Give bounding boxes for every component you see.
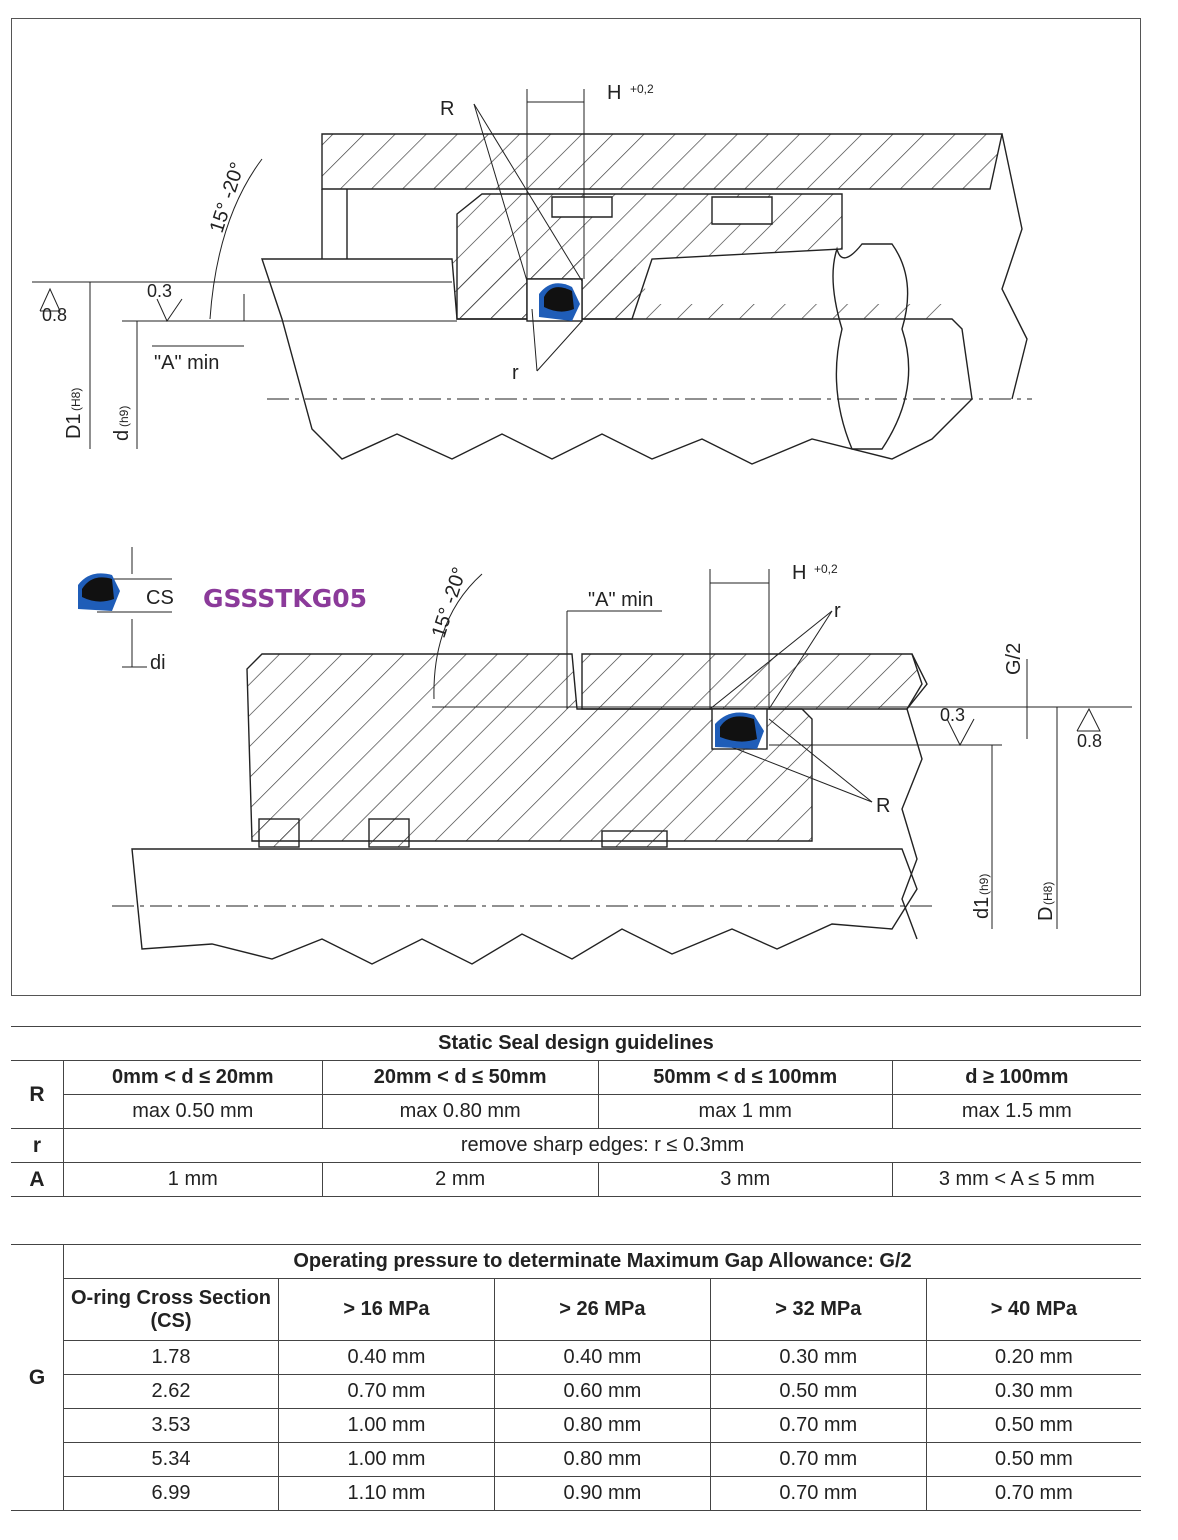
gap-value: 0.50 mm — [926, 1409, 1141, 1443]
gap-value: 0.60 mm — [494, 1375, 710, 1409]
gap-value: 0.20 mm — [926, 1341, 1141, 1375]
cs-value: 3.53 — [64, 1409, 279, 1443]
svg-text:(h9): (h9) — [117, 405, 131, 427]
gap-value: 0.80 mm — [494, 1409, 710, 1443]
svg-text:H: H — [607, 82, 622, 104]
top-section — [32, 89, 1032, 464]
gap-value: 0.30 mm — [926, 1375, 1141, 1409]
gap-value: 0.70 mm — [279, 1375, 495, 1409]
R-value: max 0.80 mm — [322, 1095, 598, 1129]
r-value: remove sharp edges: r ≤ 0.3mm — [64, 1129, 1142, 1163]
gap-value: 0.70 mm — [926, 1477, 1141, 1511]
bottom-ring-3 — [602, 831, 667, 847]
row-label-A: A — [11, 1163, 64, 1197]
range-header: 20mm < d ≤ 50mm — [322, 1061, 598, 1095]
top-housing — [322, 134, 1002, 189]
technical-drawing — [11, 18, 1141, 996]
svg-text:15° -20°: 15° -20° — [427, 564, 472, 641]
svg-text:d1: d1 — [971, 896, 993, 919]
svg-text:r: r — [834, 600, 841, 622]
range-header: 0mm < d ≤ 20mm — [64, 1061, 323, 1095]
gap-value: 0.40 mm — [279, 1341, 495, 1375]
svg-text:d: d — [111, 429, 133, 441]
svg-text:0.8: 0.8 — [1077, 731, 1103, 751]
svg-text:(H8): (H8) — [1041, 881, 1055, 905]
gap-value: 1.00 mm — [279, 1409, 495, 1443]
cs-value: 2.62 — [64, 1375, 279, 1409]
svg-text:r: r — [512, 362, 519, 384]
gap-value: 1.10 mm — [279, 1477, 495, 1511]
svg-text:0.8: 0.8 — [42, 305, 68, 325]
static-seal-title: Static Seal design guidelines — [11, 1027, 1141, 1061]
svg-text:15° -20°: 15° -20° — [205, 159, 250, 236]
svg-text:R: R — [440, 98, 455, 120]
gap-value: 0.70 mm — [710, 1477, 926, 1511]
top-backup — [712, 197, 772, 224]
pressure-header: > 16 MPa — [279, 1279, 495, 1341]
static-seal-table — [11, 1026, 1141, 1197]
A-value: 3 mm — [598, 1163, 892, 1197]
table-row — [11, 1375, 1141, 1409]
gap-value: 0.90 mm — [494, 1477, 710, 1511]
svg-text:"A" min: "A" min — [588, 589, 654, 611]
gap-title: Operating pressure to determinate Maximum Gap Allowance: G/2 — [64, 1245, 1142, 1279]
A-value: 1 mm — [64, 1163, 323, 1197]
table-row — [11, 1341, 1141, 1375]
table-row — [11, 1409, 1141, 1443]
svg-text:+0,2: +0,2 — [814, 562, 838, 576]
gap-value: 0.40 mm — [494, 1341, 710, 1375]
row-label-r: r — [11, 1129, 64, 1163]
cs-value: 1.78 — [64, 1341, 279, 1375]
table-row — [11, 1477, 1141, 1511]
svg-text:0.3: 0.3 — [940, 705, 966, 725]
top-right-element — [833, 244, 909, 449]
bottom-ring-2 — [369, 819, 409, 847]
svg-text:0.3: 0.3 — [147, 281, 173, 301]
A-value: 3 mm < A ≤ 5 mm — [892, 1163, 1141, 1197]
svg-text:GSSSTKG05: GSSSTKG05 — [203, 584, 368, 613]
svg-text:G/2: G/2 — [1003, 642, 1025, 675]
drawing-svg — [12, 19, 1142, 997]
svg-text:di: di — [150, 652, 166, 674]
pressure-header: > 26 MPa — [494, 1279, 710, 1341]
bottom-housing — [582, 654, 922, 709]
svg-text:"A" min: "A" min — [154, 352, 220, 374]
cs-value: 5.34 — [64, 1443, 279, 1477]
R-value: max 1 mm — [598, 1095, 892, 1129]
svg-text:D1: D1 — [63, 413, 85, 439]
row-label-R: R — [11, 1061, 64, 1129]
R-value: max 1.5 mm — [892, 1095, 1141, 1129]
R-value: max 0.50 mm — [64, 1095, 323, 1129]
pressure-header: > 40 MPa — [926, 1279, 1141, 1341]
cs-header: O-ring Cross Section (CS) — [64, 1279, 279, 1341]
top-housing-break — [1002, 134, 1027, 399]
svg-text:R: R — [876, 795, 891, 817]
table-row — [11, 1443, 1141, 1477]
legend-oring — [78, 573, 120, 611]
pressure-header: > 32 MPa — [710, 1279, 926, 1341]
bottom-ring-1 — [259, 819, 299, 847]
svg-text:+0,2: +0,2 — [630, 82, 654, 96]
range-header: d ≥ 100mm — [892, 1061, 1141, 1095]
gap-value: 0.50 mm — [710, 1375, 926, 1409]
gap-value: 0.70 mm — [710, 1443, 926, 1477]
gap-value: 0.50 mm — [926, 1443, 1141, 1477]
A-value: 2 mm — [322, 1163, 598, 1197]
gap-value: 0.70 mm — [710, 1409, 926, 1443]
gap-value: 0.30 mm — [710, 1341, 926, 1375]
cs-value: 6.99 — [64, 1477, 279, 1511]
top-guide-ring — [552, 197, 612, 217]
range-header: 50mm < d ≤ 100mm — [598, 1061, 892, 1095]
row-label-G: G — [11, 1245, 64, 1511]
svg-text:D: D — [1035, 906, 1057, 921]
svg-text:(H8): (H8) — [69, 387, 83, 411]
gap-value: 1.00 mm — [279, 1443, 495, 1477]
svg-text:(h9): (h9) — [977, 873, 991, 895]
svg-text:H: H — [792, 562, 807, 584]
gap-value: 0.80 mm — [494, 1443, 710, 1477]
svg-text:CS: CS — [146, 587, 174, 609]
gap-allowance-table — [11, 1244, 1141, 1511]
